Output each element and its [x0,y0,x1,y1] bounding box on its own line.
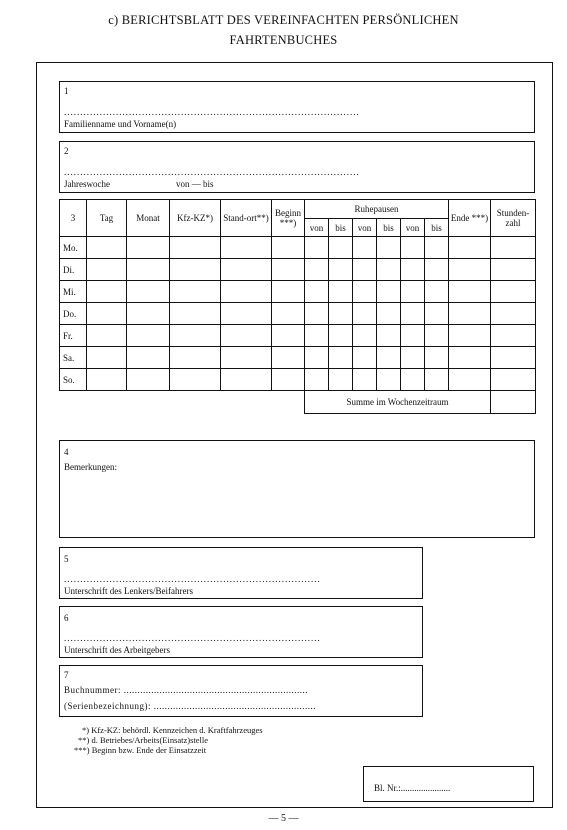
col-ruhepausen: Ruhepausen [305,200,449,219]
employer-signature-field[interactable]: ............................................................................... [64,633,321,643]
week-range-caption: von — bis [176,179,214,189]
col-tag: Tag [87,200,127,237]
document-title-line-2: FAHRTENBUCHES [229,33,338,47]
weekly-sum-field[interactable] [491,391,536,414]
pause-von-3: von [401,219,425,237]
week-field[interactable]: ........................................................................................... [64,167,360,177]
footnote-kfz: *) Kfz-KZ: behördl. Kennzeichen d. Kraftfahrzeuges [82,725,263,735]
table-row [60,303,536,325]
name-caption: Familienname und Vorname(n) [64,119,177,129]
day-label: So. [60,369,87,391]
section-number: 7 [64,670,69,680]
employer-signature-caption: Unterschrift des Arbeitgebers [64,645,170,655]
table-row [60,347,536,369]
sheet-number-field[interactable]: Bl. Nr.:...................... [374,783,451,793]
pause-bis-1: bis [329,219,353,237]
section-number: 4 [64,447,69,457]
page-number: — 5 — [268,813,299,824]
week-caption: Jahreswoche [64,179,110,189]
col-kfz: Kfz-KZ*) [170,200,221,237]
driver-signature-field[interactable]: ............................................................................... [64,574,321,584]
day-label: Mo. [60,237,87,259]
table-row [60,369,536,391]
col-stundenzahl: Stunden-zahl [491,200,536,237]
section-number: 1 [64,86,69,96]
remarks-section [59,440,535,538]
summary-row [60,391,536,414]
remarks-field[interactable] [64,475,530,533]
section-number: 5 [64,554,69,564]
pause-von-1: von [305,219,329,237]
day-label: Fr. [60,325,87,347]
week-section [59,141,535,193]
footnote-einsatzzeit: ***) Beginn bzw. Ende der Einsatzzeit [74,745,207,755]
col-monat: Monat [127,200,170,237]
name-section [59,81,535,133]
table-row [60,237,536,259]
series-field[interactable]: (Serienbezeichnung): ........................................................... [64,701,316,711]
section-number: 2 [64,146,69,156]
remarks-label: Bemerkungen: [64,462,117,472]
driver-signature-section [59,547,423,599]
employer-signature-section [59,606,423,658]
table-row [60,325,536,347]
day-label: Mi. [60,281,87,303]
section-number: 6 [64,613,69,623]
pause-bis-3: bis [425,219,449,237]
table-row [60,281,536,303]
day-label: Di. [60,259,87,281]
col-beginn: Beginn ***) [272,200,305,237]
table-row [60,259,536,281]
pause-bis-2: bis [377,219,401,237]
sheet-number-box [363,766,534,802]
book-number-section [59,665,423,717]
weekly-log-table [59,199,536,414]
document-title-line-1: c) BERICHTSBLATT DES VEREINFACHTEN PERSÖNLICHEN [108,13,459,27]
driver-signature-caption: Unterschrift des Lenkers/Beifahrers [64,586,193,596]
col-standort: Stand-ort**) [221,200,272,237]
name-field[interactable]: ........................................................................................... [64,107,360,117]
day-label: Sa. [60,347,87,369]
weekly-sum-label: Summe im Wochenzeitraum [305,391,491,414]
col-ende: Ende ***) [449,200,491,237]
footnote-standort: **) d. Betriebes/Arbeits(Einsatz)stelle [78,735,209,745]
day-label: Do. [60,303,87,325]
pause-von-2: von [353,219,377,237]
section-number: 3 [60,200,87,237]
book-number-field[interactable]: Buchnummer: ................................................................... [64,685,308,695]
